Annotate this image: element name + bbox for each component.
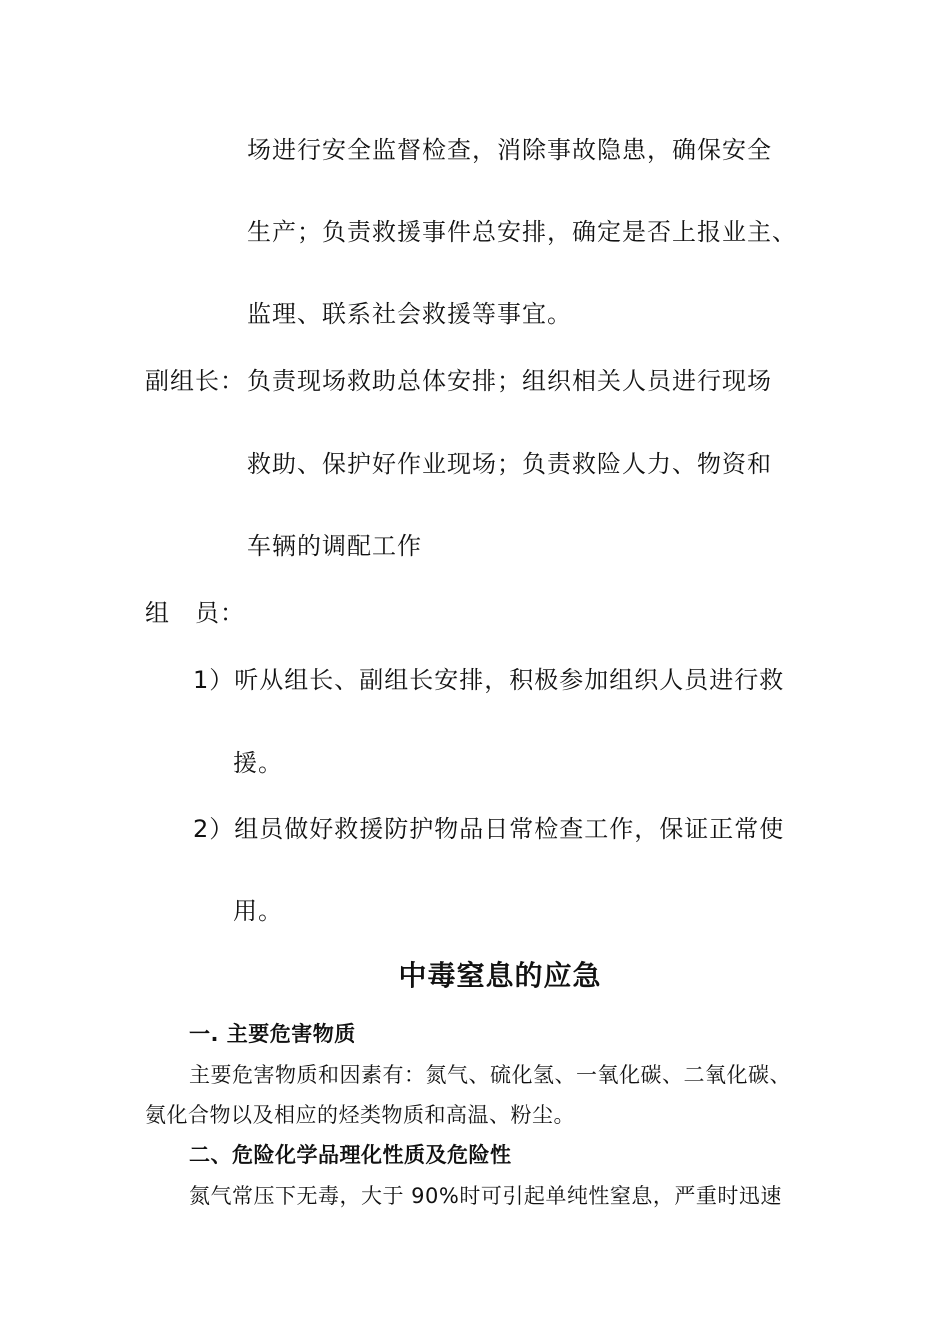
properties-paragraph-line-1: 氮气常压下无毒，大于 90%时可引起单纯性窒息，严重时迅速 <box>189 1184 782 1208</box>
section-title: 中毒窒息的应急 <box>398 959 602 992</box>
leader-duty-line-1: 场进行安全监督检查，消除事故隐患，确保安全 <box>247 136 772 164</box>
heading-chemical-properties: 二、危险化学品理化性质及危险性 <box>189 1143 512 1167</box>
hazards-paragraph-line-2: 氨化合物以及相应的烃类物质和高温、粉尘。 <box>145 1103 575 1127</box>
members-item-1-line-2: 援。 <box>233 749 283 777</box>
members-item-2-line-1: 2）组员做好救援防护物品日常检查工作，保证正常使 <box>193 815 785 843</box>
hazards-paragraph-line-1: 主要危害物质和因素有：氮气、硫化氢、一氧化碳、二氧化碳、 <box>189 1063 791 1087</box>
deputy-duty-line-2: 救助、保护好作业现场；负责救险人力、物资和 <box>247 450 772 478</box>
members-item-1-line-1: 1）听从组长、副组长安排，积极参加组织人员进行救 <box>193 666 785 694</box>
heading-main-hazards: 一. 主要危害物质 <box>189 1022 356 1046</box>
members-item-2-line-2: 用。 <box>233 897 283 925</box>
deputy-duty-line-1: 负责现场救助总体安排；组织相关人员进行现场 <box>247 367 772 395</box>
deputy-duty-line-3: 车辆的调配工作 <box>247 532 422 560</box>
deputy-label: 副组长： <box>145 367 245 395</box>
leader-duty-line-2: 生产；负责救援事件总安排，确定是否上报业主、 <box>247 218 797 246</box>
members-label: 组 员： <box>145 599 245 627</box>
leader-duty-line-3: 监理、联系社会救援等事宜。 <box>247 300 572 328</box>
